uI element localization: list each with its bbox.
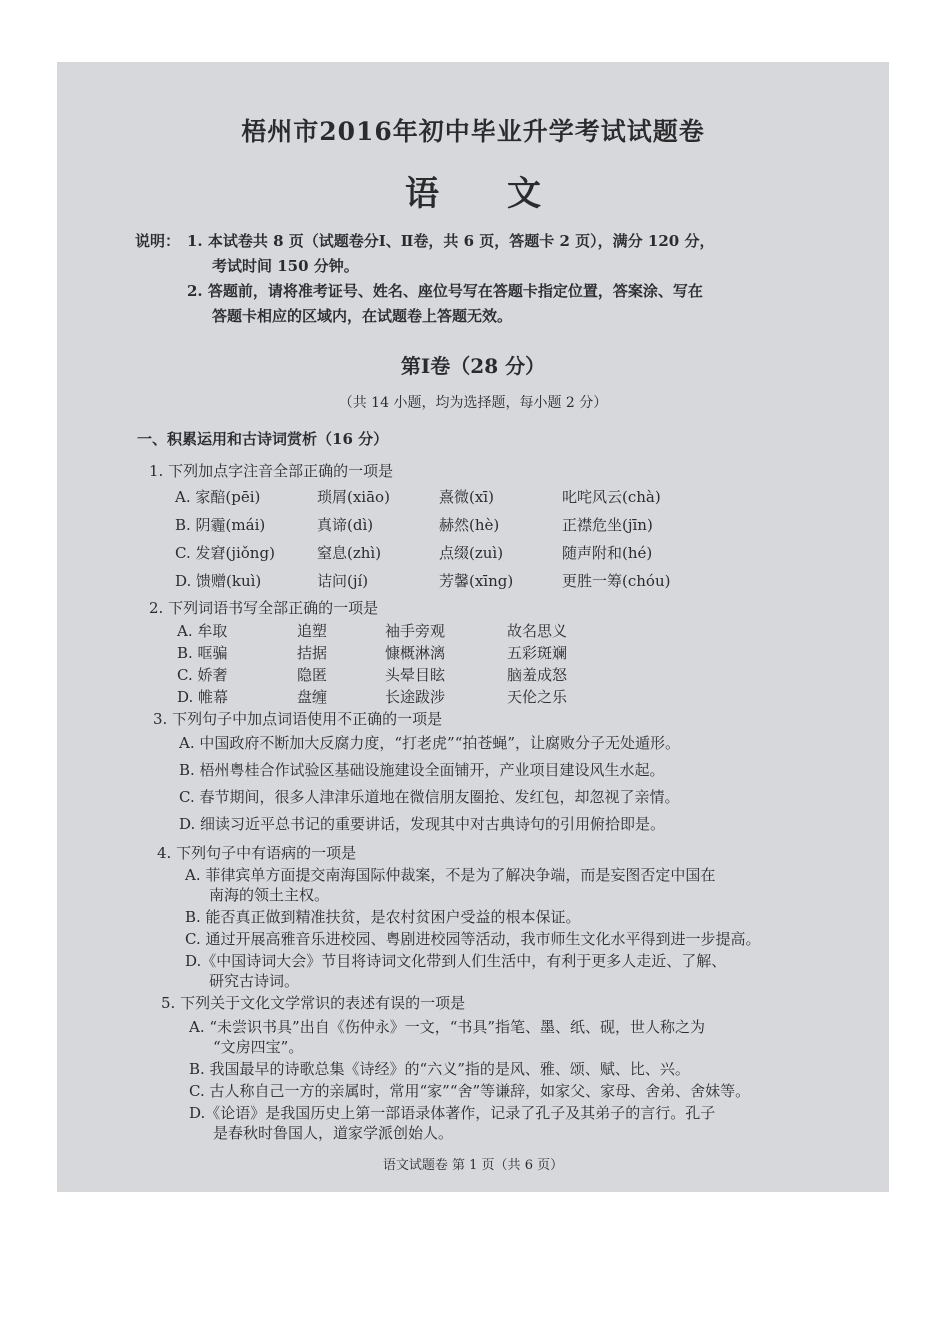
- q5-option-d-line1: D.《论语》是我国历史上第一部语录体著作，记录了孔子及其弟子的言行。孔子: [189, 1104, 716, 1122]
- question-2-stem: 2. 下列词语书写全部正确的一项是: [149, 599, 379, 617]
- q2-option-c-2: 隐匿: [297, 666, 328, 684]
- q3-option-b: B. 梧州粤桂合作试验区基础设施建设全面铺开，产业项目建设风生水起。: [179, 761, 665, 779]
- q1-option-b-4: 正襟危坐(jīn): [562, 516, 653, 534]
- q1-option-d-3: 芳馨(xīng): [439, 572, 514, 590]
- instructions-label: 说明：: [135, 232, 181, 250]
- q1-option-c-4: 随声附和(hé): [562, 544, 653, 562]
- part-heading: 第Ⅰ卷（28 分）: [400, 354, 546, 378]
- instruction-2-line2: 答题卡相应的区域内，在试题卷上答题无效。: [212, 307, 513, 325]
- q3-option-d: D. 细读习近平总书记的重要讲话，发现其中对古典诗句的引用俯拾即是。: [179, 815, 666, 833]
- q4-option-a-line2: 南海的领土主权。: [209, 886, 330, 904]
- q2-option-c-4: 脑羞成怒: [507, 666, 568, 684]
- q2-option-d-2: 盘缠: [297, 688, 328, 706]
- q5-option-b: B. 我国最早的诗歌总集《诗经》的“六义”指的是风、雅、颂、赋、比、兴。: [189, 1060, 690, 1078]
- q2-option-d-1: D. 帷幕: [177, 688, 229, 706]
- q2-option-c-3: 头晕目眩: [385, 666, 446, 684]
- question-5-stem: 5. 下列关于文化文学常识的表述有误的一项是: [161, 994, 466, 1012]
- q2-option-a-3: 袖手旁观: [385, 622, 446, 640]
- q1-option-c-1: C. 发窘(jiǒng): [175, 544, 275, 562]
- q1-option-c-3: 点缀(zuì): [439, 544, 504, 562]
- instruction-1-line2: 考试时间 150 分钟。: [212, 257, 359, 275]
- subject-title: 语 文: [405, 174, 541, 214]
- exam-title: 梧州市2016年初中毕业升学考试试题卷: [241, 117, 705, 146]
- q2-option-d-3: 长途跋涉: [385, 688, 446, 706]
- q2-option-c-1: C. 娇奢: [177, 666, 228, 684]
- q1-option-a-3: 熹微(xī): [439, 488, 494, 506]
- q2-option-b-1: B. 哐骗: [177, 644, 228, 662]
- question-1-stem: 1. 下列加点字注音全部正确的一项是: [149, 462, 394, 480]
- instruction-2-line1: 2. 答题前，请将准考证号、姓名、座位号写在答题卡指定位置，答案涂、写在: [187, 282, 703, 300]
- q5-option-a-line1: A. “未尝识书具”出自《伤仲永》一文，“书具”指笔、墨、纸、砚，世人称之为: [189, 1018, 706, 1036]
- q5-option-d-line2: 是春秋时鲁国人，道家学派创始人。: [213, 1124, 454, 1142]
- q4-option-d-line2: 研究古诗词。: [209, 972, 300, 990]
- q3-option-a: A. 中国政府不断加大反腐力度，“打老虎”“拍苍蝇”，让腐败分子无处遁形。: [179, 734, 681, 752]
- page-footer: 语文试题卷 第 1 页（共 6 页）: [382, 1158, 564, 1173]
- q1-option-a-1: A. 家醅(pēi): [175, 488, 261, 506]
- q1-option-b-3: 赫然(hè): [439, 516, 500, 534]
- q1-option-d-4: 更胜一筹(chóu): [562, 572, 671, 590]
- q1-option-d-1: D. 馈赠(kuì): [175, 572, 262, 590]
- q4-option-c: C. 通过开展高雅音乐进校园、粤剧进校园等活动，我市师生文化水平得到进一步提高。: [185, 930, 761, 948]
- q4-option-a-line1: A. 菲律宾单方面提交南海国际仲裁案，不是为了解决争端，而是妄图否定中国在: [185, 866, 716, 884]
- part-note: （共 14 小题，均为选择题，每小题 2 分）: [338, 395, 608, 411]
- q2-option-a-1: A. 牟取: [177, 622, 228, 640]
- question-3-stem: 3. 下列句子中加点词语使用不正确的一项是: [153, 710, 443, 728]
- q2-option-b-3: 慷概淋漓: [385, 644, 446, 662]
- q2-option-a-2: 追塑: [297, 622, 328, 640]
- q2-option-a-4: 故名思义: [507, 622, 568, 640]
- q4-option-d-line1: D.《中国诗词大会》节目将诗词文化带到人们生活中，有利于更多人走近、了解、: [185, 952, 727, 970]
- q1-option-d-2: 诘问(jí): [317, 572, 369, 590]
- q1-option-c-2: 窒息(zhì): [317, 544, 382, 562]
- q5-option-c: C. 古人称自己一方的亲属时，常用“家”“舍”等谦辞，如家父、家母、舍弟、舍妹等。: [189, 1082, 751, 1100]
- q5-option-a-line2: “文房四宝”。: [213, 1038, 304, 1056]
- q1-option-b-1: B. 阴霾(mái): [175, 516, 266, 534]
- q4-option-b: B. 能否真正做到精准扶贫，是农村贫困户受益的根本保证。: [185, 908, 581, 926]
- q2-option-b-4: 五彩斑斓: [507, 644, 568, 662]
- q1-option-a-4: 叱咤风云(chà): [562, 488, 661, 506]
- exam-page: [57, 62, 889, 1192]
- question-4-stem: 4. 下列句子中有语病的一项是: [157, 844, 357, 862]
- q3-option-c: C. 春节期间，很多人津津乐道地在微信朋友圈抢、发红包，却忽视了亲情。: [179, 788, 680, 806]
- q2-option-b-2: 拮据: [297, 644, 328, 662]
- section-heading: 一、积累运用和古诗词赏析（16 分）: [137, 430, 389, 448]
- instruction-1-line1: 1. 本试卷共 8 页（试题卷分Ⅰ、Ⅱ卷，共 6 页，答题卡 2 页），满分 120 分，: [187, 232, 715, 250]
- q1-option-b-2: 真谛(dì): [317, 516, 374, 534]
- q2-option-d-4: 天伦之乐: [507, 688, 568, 706]
- q1-option-a-2: 琐屑(xiāo): [317, 488, 390, 506]
